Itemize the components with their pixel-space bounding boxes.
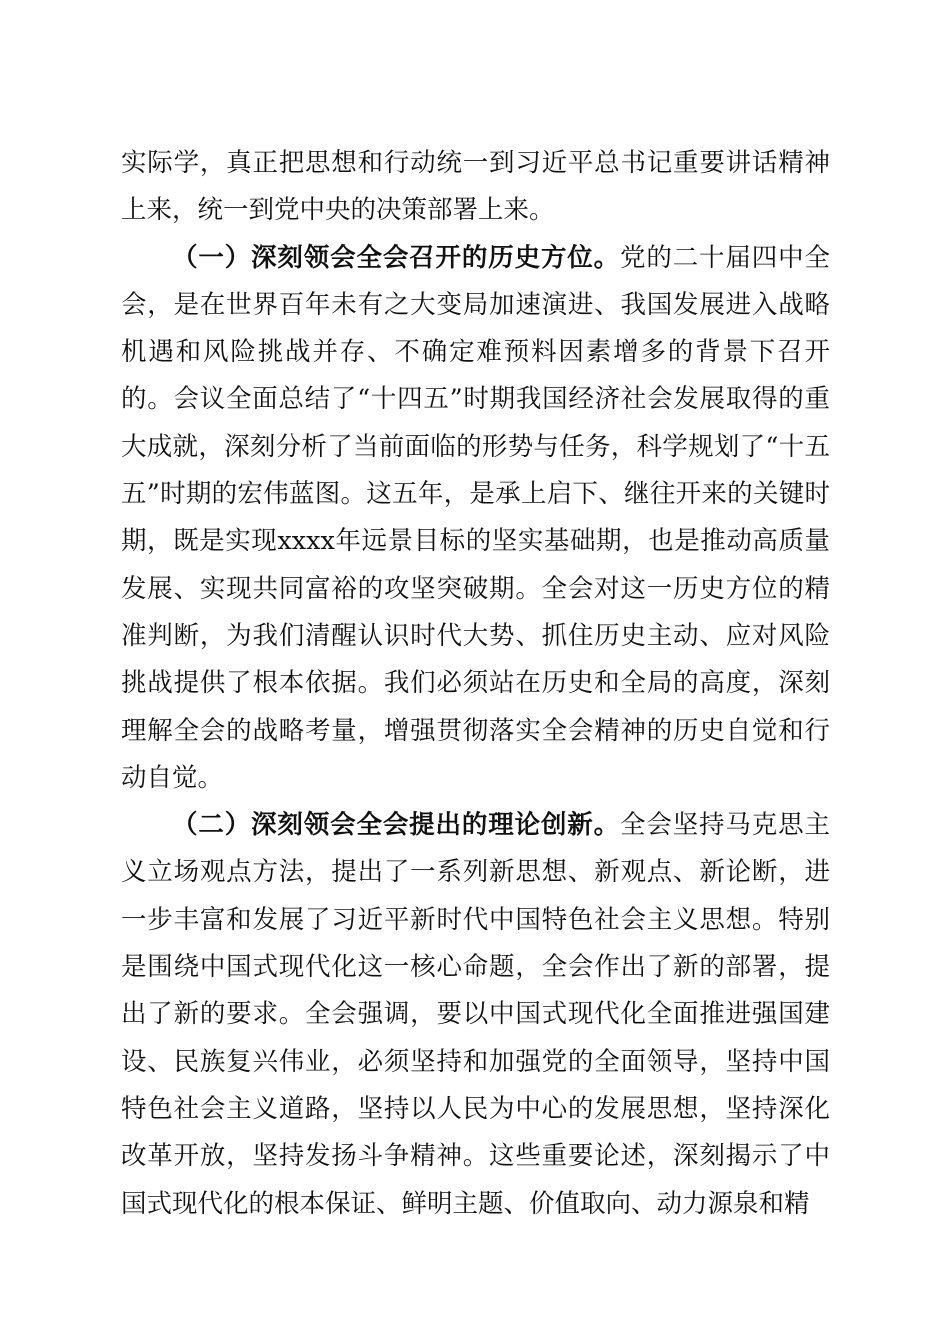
paragraph-text: 实际学，真正把思想和行动统一到习近平总书记重要讲话精神上来，统一到党中央的决策部署上来。: [121, 148, 830, 226]
paragraph-text: 全会坚持马克思主义立场观点方法，提出了一系列新思想、新观点、新论断，进一步丰富和发展了习近平新时代中国特色社会主义思想。特别是围绕中国式现代化这一核心命题，全会作出了新的部署，提出了新的要求。全会强调，要以中国式现代化全面推进强国建设、民族复兴伟业，必须坚持和加强党的全面领导，坚持中国特色社会主义道路，坚持以人民为中心的发展思想，坚持深化改革开放，坚持发扬斗争精神。这些重要论述，深刻揭示了中国式现代化的根本保证、鲜明主题、价值取向、动力源泉和精: [121, 810, 830, 1219]
paragraph-continuation: [121, 140, 830, 235]
section-heading: （一）深刻领会全会召开的历史方位。: [172, 242, 620, 273]
paragraph-text: 党的二十届四中全会，是在世界百年未有之大变局加速演进、我国发展进入战略机遇和风险挑战并存、不确定难预料因素增多的背景下召开的。会议全面总结了“十四五”时期我国经济社会发展取得的重大成就，深刻分析了当前面临的形势与任务，科学规划了“十五五”时期的宏伟蓝图。这五年，是承上启下、继往开来的关键时期，既是实现xxxx年远景目标的坚实基础期，也是推动高质量发展、实现共同富裕的攻坚突破期。全会对这一历史方位的精准判断，为我们清醒认识时代大势、抓住历史主动、应对风险挑战提供了根本依据。我们必须站在历史和全局的高度，深刻理解全会的战略考量，增强贯彻落实全会精神的历史自觉和行动自觉。: [121, 242, 830, 793]
document-body: [121, 140, 830, 1228]
section-heading: （二）深刻领会全会提出的理论创新。: [172, 810, 620, 841]
paragraph-section-2: [121, 802, 830, 1228]
paragraph-section-1: [121, 235, 830, 803]
